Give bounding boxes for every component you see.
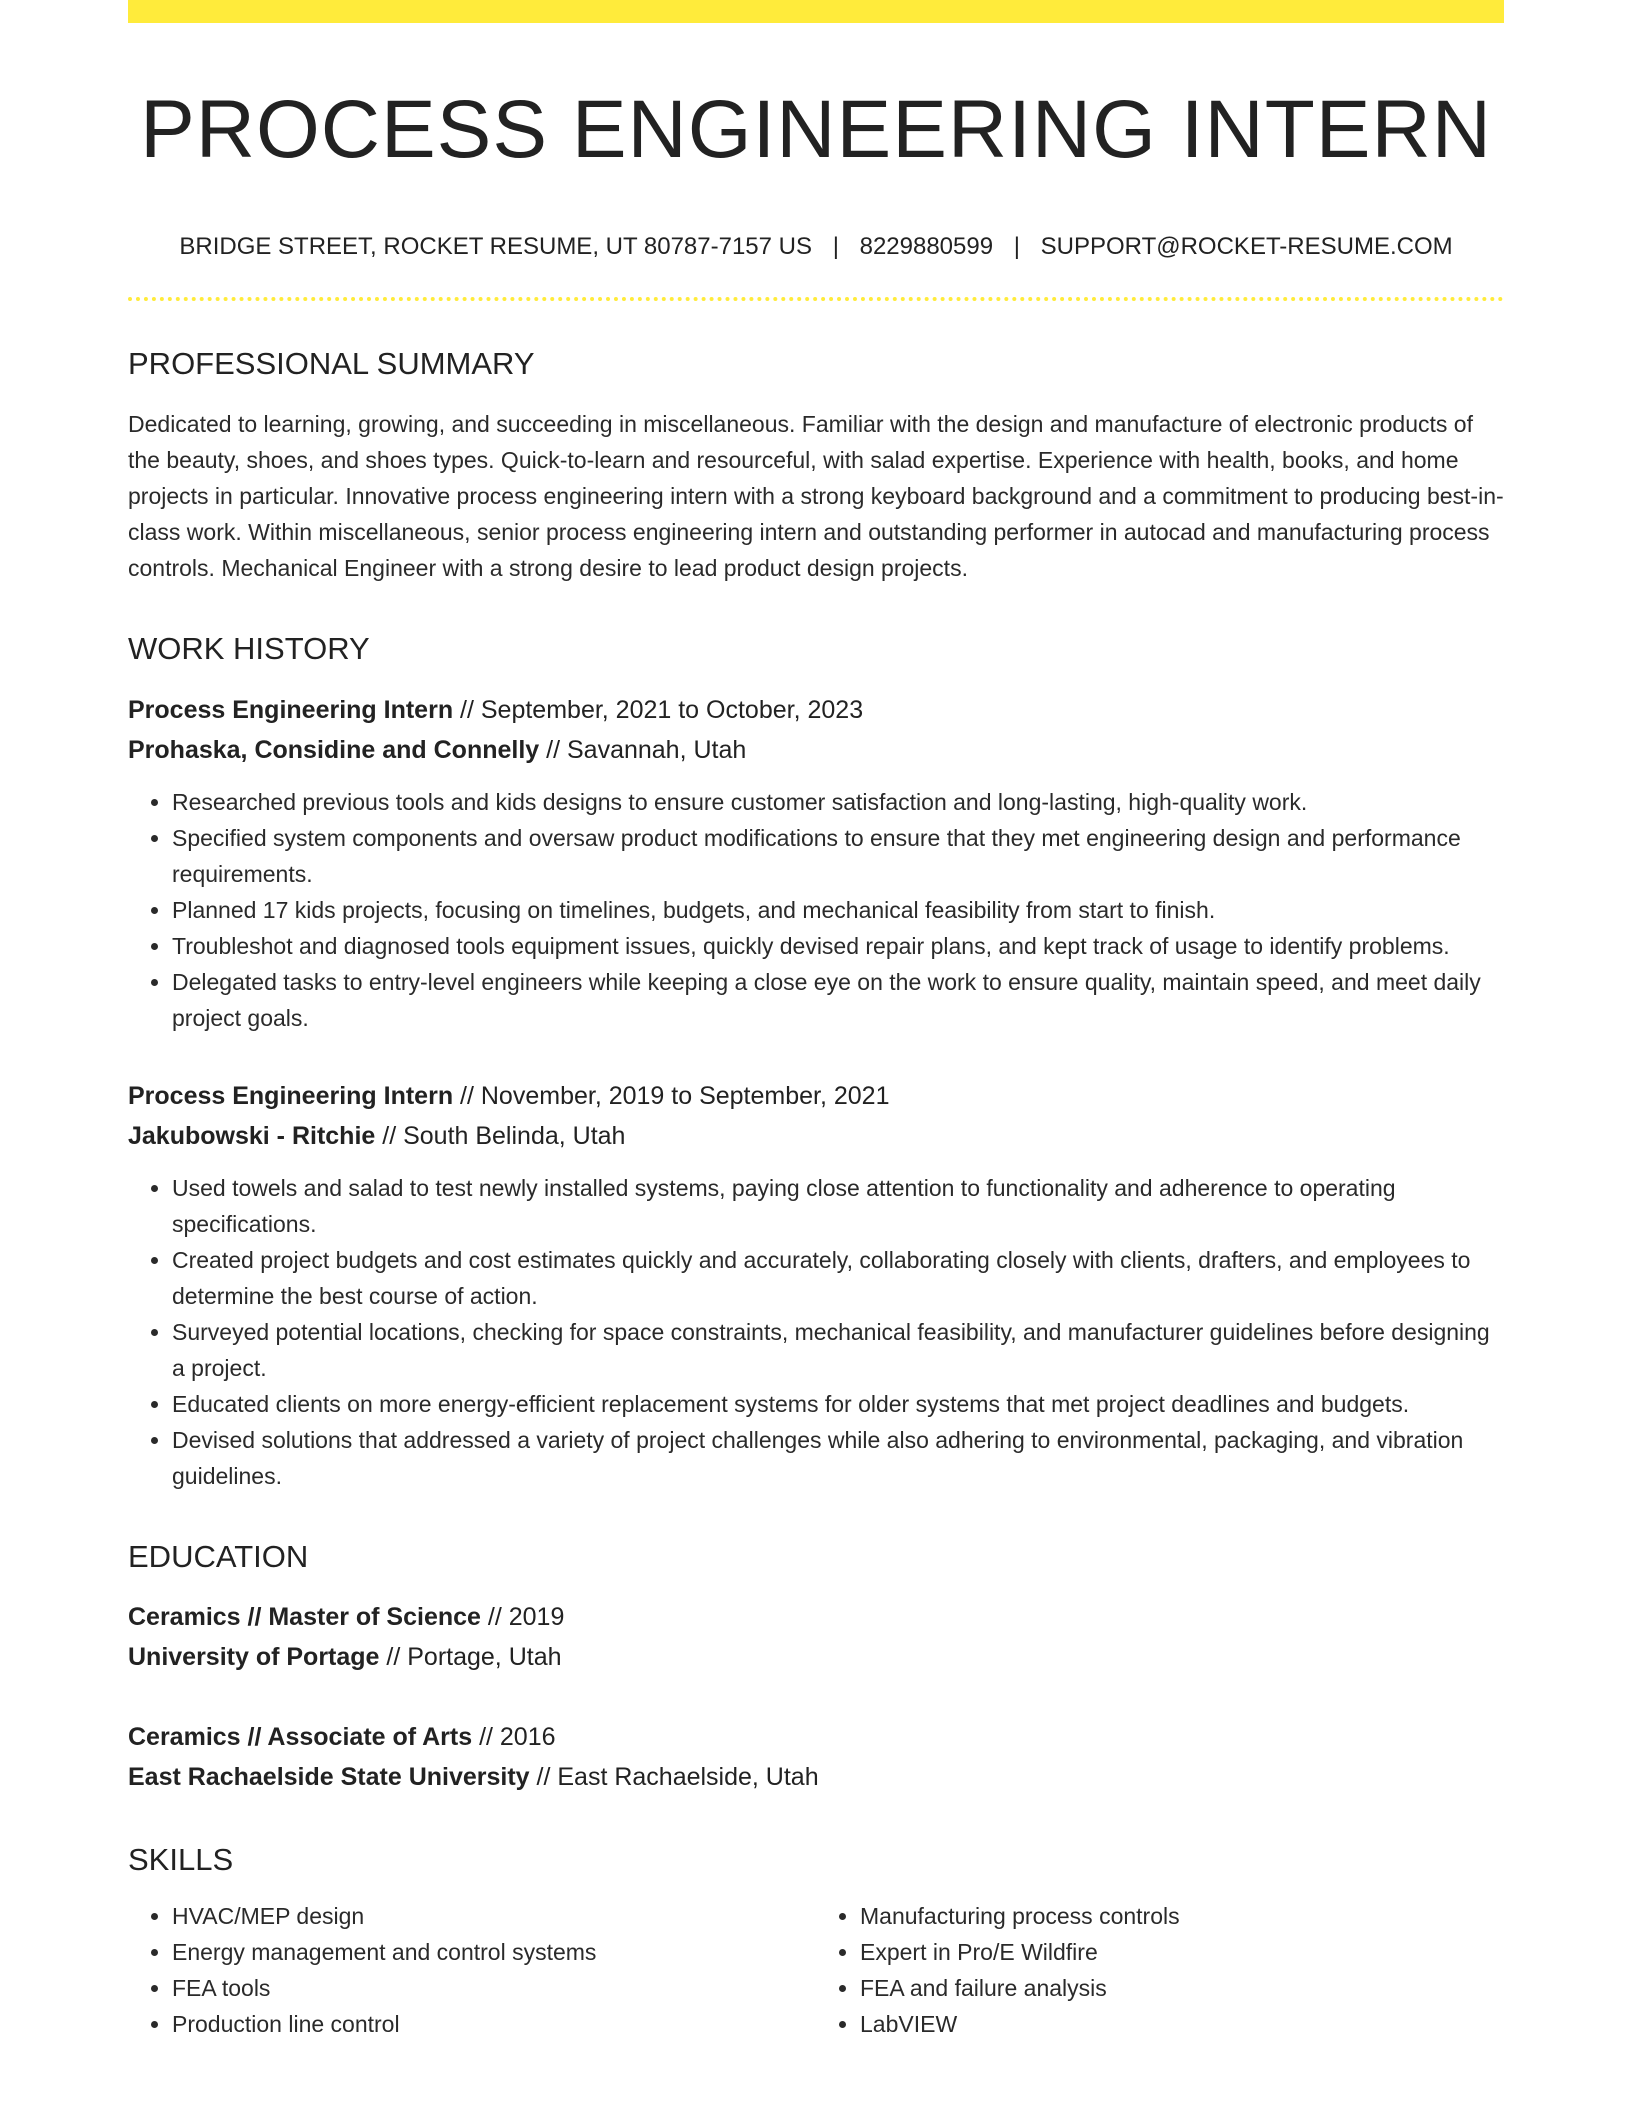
resume-page (128, 0, 1504, 2042)
skills-heading: SKILLS (128, 1841, 234, 1877)
accent-bar (128, 0, 1504, 23)
job-role-line (128, 690, 1504, 730)
skills-columns (128, 1898, 1504, 2042)
education-school-line (128, 1757, 1504, 1797)
job-location: // South Belinda, Utah (375, 1121, 626, 1150)
contact-address: BRIDGE STREET, ROCKET RESUME, UT 80787-7157 US (179, 233, 813, 261)
skill-item: • FEA tools (172, 1970, 816, 2006)
education-degree-line (128, 1597, 1504, 1637)
education-degree: Ceramics // Associate of Arts (128, 1722, 473, 1751)
header-divider (128, 297, 1504, 301)
job-bullet: • Devised solutions that addressed a variety of project challenges while also adhering to environmental, packaging, and vibration guidelines. (172, 1422, 1504, 1494)
education-degree-line (128, 1717, 1504, 1757)
education-year: // 2016 (472, 1722, 556, 1751)
job-entry (128, 690, 1504, 1036)
education-year: // 2019 (480, 1602, 565, 1631)
job-bullet: • Troubleshot and diagnosed tools equipment issues, quickly devised repair plans, and kept track of usage to identify problems. (172, 928, 1504, 964)
job-bullet: • Planned 17 kids projects, focusing on timelines, budgets, and mechanical feasibility from start to finish. (172, 892, 1504, 928)
skill-item: • Expert in Pro/E Wildfire (860, 1934, 1504, 1970)
job-bullets (128, 1170, 1504, 1494)
job-company-line (128, 1116, 1504, 1156)
education-school-line (128, 1637, 1504, 1677)
job-company: Jakubowski - Ritchie (128, 1121, 376, 1150)
skill-item: • Production line control (172, 2006, 816, 2042)
job-bullet: • Used towels and salad to test newly installed systems, paying close attention to functionality and adherence to operating specifications. (172, 1170, 1504, 1242)
education-school: East Rachaelside State University (128, 1762, 530, 1791)
contact-phone: 8229880599 (859, 233, 994, 261)
job-role: Process Engineering Intern (128, 695, 454, 724)
job-bullet: • Delegated tasks to entry-level engineers while keeping a close eye on the work to ensure quality, maintain speed, and meet daily project goals. (172, 964, 1504, 1036)
work-history-heading: WORK HISTORY (128, 631, 370, 667)
job-entry (128, 1076, 1504, 1494)
job-dates: // September, 2021 to October, 2023 (453, 695, 864, 724)
skill-item: • Energy management and control systems (172, 1934, 816, 1970)
contact-line (128, 233, 1504, 261)
skills-left-list (128, 1898, 816, 2042)
job-role-line (128, 1076, 1504, 1116)
education-location: // Portage, Utah (379, 1642, 562, 1671)
job-bullet: • Created project budgets and cost estimates quickly and accurately, collaborating closely with clients, drafters, and employees to determine the best course of action. (172, 1242, 1504, 1314)
job-bullet: • Specified system components and oversaw product modifications to ensure that they met engineering design and performance requirements. (172, 820, 1504, 892)
job-company: Prohaska, Considine and Connelly (128, 735, 540, 764)
education-location: // East Rachaelside, Utah (529, 1762, 819, 1791)
education-entry (128, 1597, 1504, 1677)
job-bullets (128, 784, 1504, 1036)
skill-item: • LabVIEW (860, 2006, 1504, 2042)
summary-text: Dedicated to learning, growing, and succeeding in miscellaneous. Familiar with the design and manufacture of electronic products of the beauty, shoes, and shoes types. Quick-to-learn and resourceful, with salad expertise. Experience with health, books, and home projects in particular. Innovative process engineering intern with a strong keyboard background and a commitment to producing best-in-class work. Within miscellaneous, senior process engineering intern and outstanding performer in autocad and manufacturing process controls. Mechanical Engineer with a strong desire to lead product design projects. (128, 411, 1504, 582)
job-bullet: • Educated clients on more energy-efficient replacement systems for older systems that met project deadlines and budgets. (172, 1386, 1504, 1422)
education-heading: EDUCATION (128, 1538, 309, 1574)
resume-title: PROCESS ENGINEERING INTERN (140, 84, 1492, 175)
contact-separator: | (832, 233, 839, 261)
education-school: University of Portage (128, 1642, 380, 1671)
skill-item: • HVAC/MEP design (172, 1898, 816, 1934)
contact-email: SUPPORT@ROCKET-RESUME.COM (1040, 233, 1453, 261)
job-bullet: • Surveyed potential locations, checking for space constraints, mechanical feasibility, and manufacturer guidelines before designing a project. (172, 1314, 1504, 1386)
job-role: Process Engineering Intern (128, 1081, 454, 1110)
skill-item: • Manufacturing process controls (860, 1898, 1504, 1934)
summary-heading: PROFESSIONAL SUMMARY (128, 346, 535, 382)
skills-right-list (816, 1898, 1504, 2042)
job-company-line (128, 730, 1504, 770)
education-entry (128, 1717, 1504, 1797)
contact-separator: | (1013, 233, 1020, 261)
skill-item: • FEA and failure analysis (860, 1970, 1504, 2006)
education-degree: Ceramics // Master of Science (128, 1602, 481, 1631)
job-dates: // November, 2019 to September, 2021 (453, 1081, 890, 1110)
job-location: // Savannah, Utah (539, 735, 747, 764)
job-bullet: • Researched previous tools and kids designs to ensure customer satisfaction and long-lasting, high-quality work. (172, 784, 1504, 820)
